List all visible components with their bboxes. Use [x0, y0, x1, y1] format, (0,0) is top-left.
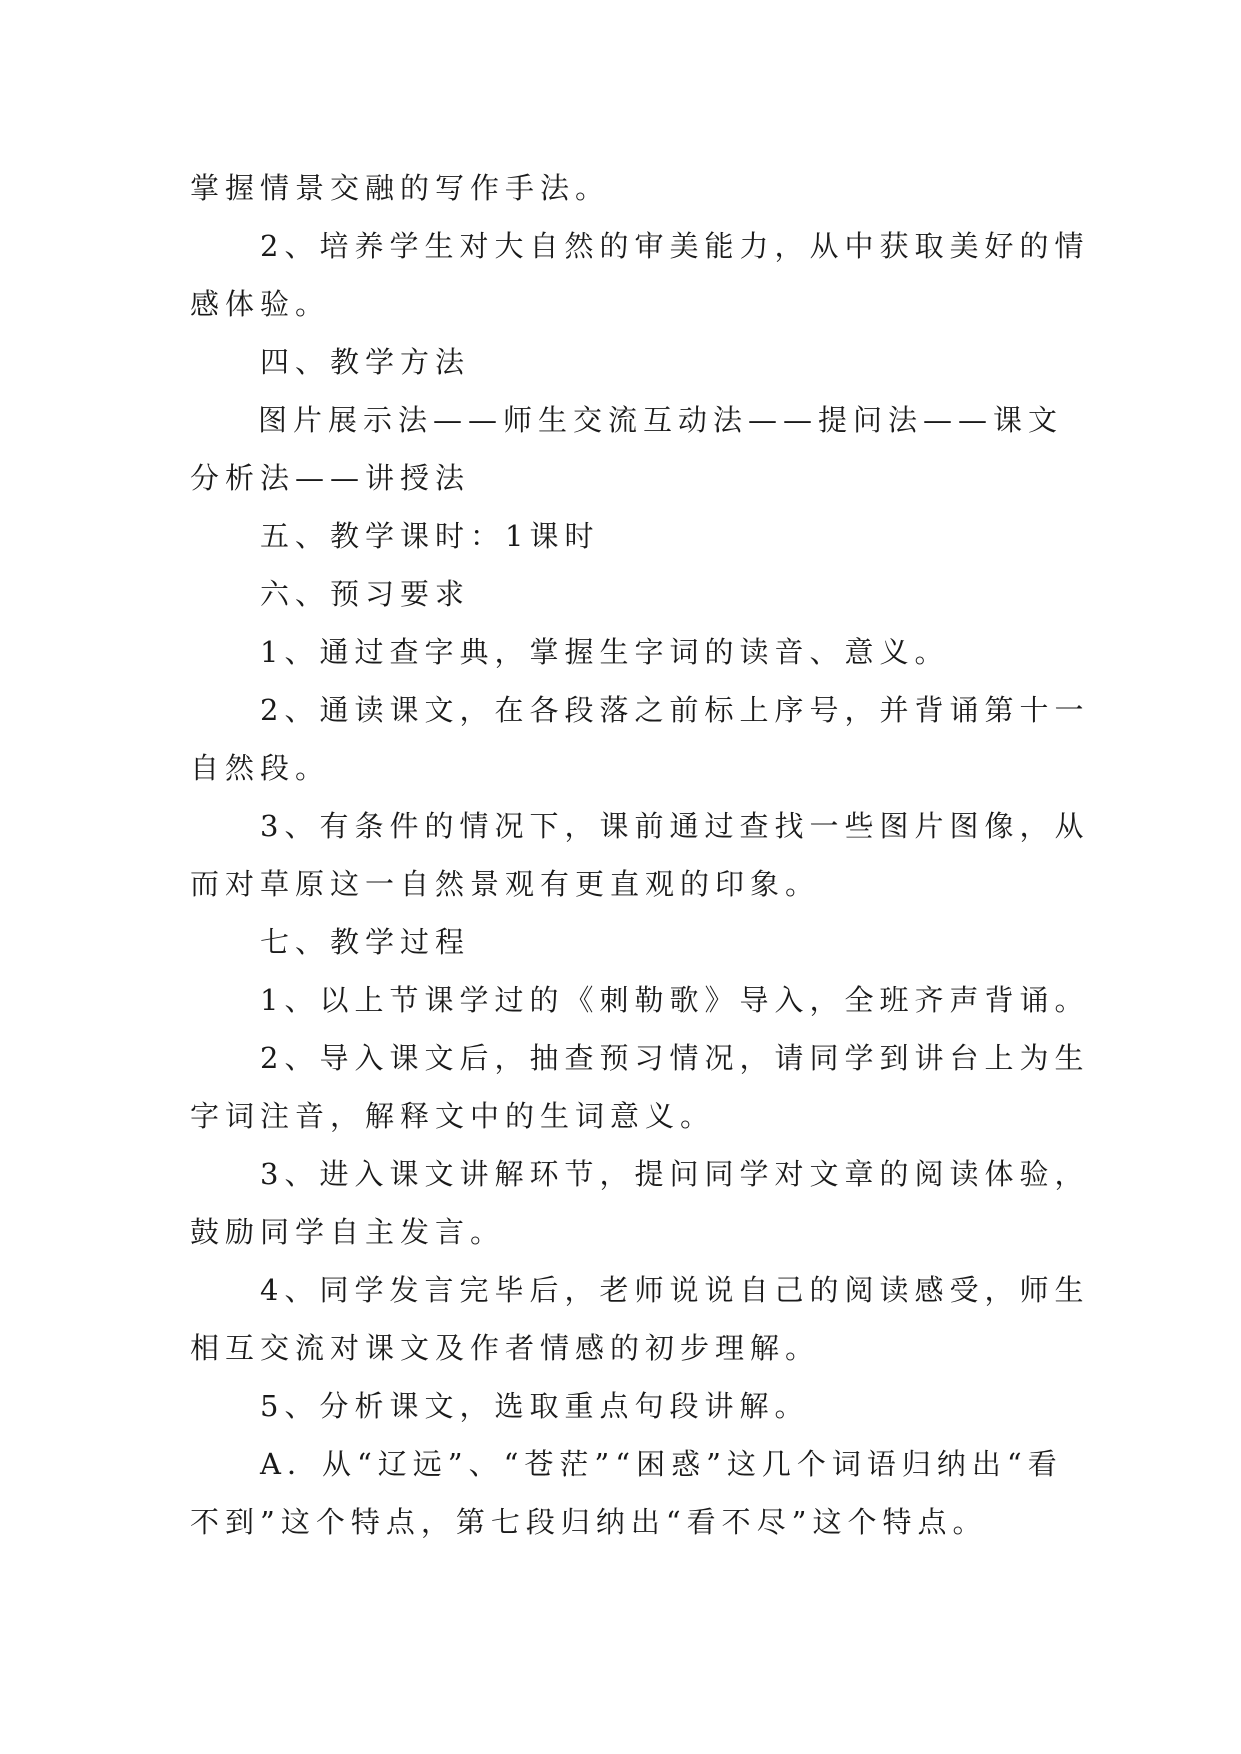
text-line: 掌握情景交融的写作手法。	[190, 171, 611, 205]
text-line: A．从“辽远”、“苍茫”“困惑”这几个词语归纳出“看	[260, 1447, 1063, 1481]
text-line: 自然段。	[190, 751, 331, 785]
text-line: 图片展示法——师生交流互动法——提问法——课文	[258, 403, 1064, 437]
text-line: 2、通读课文，在各段落之前标上序号，并背诵第十一	[260, 693, 1090, 727]
text-line: 字词注音，解释文中的生词意义。	[190, 1099, 716, 1133]
text-line: 3、有条件的情况下，课前通过查找一些图片图像，从	[260, 809, 1090, 843]
section-heading: 七、教学过程	[260, 925, 471, 959]
text-line: 相互交流对课文及作者情感的初步理解。	[190, 1331, 821, 1365]
document-body	[190, 159, 1090, 1551]
text-line: 5、分析课文，选取重点句段讲解。	[260, 1389, 810, 1423]
text-line: 而对草原这一自然景观有更直观的印象。	[190, 867, 821, 901]
text-line: 4、同学发言完毕后，老师说说自己的阅读感受，师生	[260, 1273, 1090, 1307]
section-heading: 五、教学课时：1课时	[260, 519, 600, 553]
text-line: 1、通过查字典，掌握生字词的读音、意义。	[260, 635, 950, 669]
text-line: 1、以上节课学过的《刺勒歌》导入，全班齐声背诵。	[260, 983, 1090, 1017]
text-line: 鼓励同学自主发言。	[190, 1215, 506, 1249]
text-line: 2、导入课文后，抽查预习情况，请同学到讲台上为生	[260, 1041, 1090, 1075]
text-line: 不到”这个特点，第七段归纳出“看不尽”这个特点。	[190, 1505, 988, 1539]
section-heading: 六、预习要求	[260, 577, 471, 611]
text-line: 2、培养学生对大自然的审美能力，从中获取美好的情	[260, 229, 1090, 263]
text-line: 分析法——讲授法	[190, 461, 471, 495]
text-line: 3、进入课文讲解环节，提问同学对文章的阅读体验，	[260, 1157, 1090, 1191]
text-line: 感体验。	[190, 287, 331, 321]
section-heading: 四、教学方法	[260, 345, 471, 379]
